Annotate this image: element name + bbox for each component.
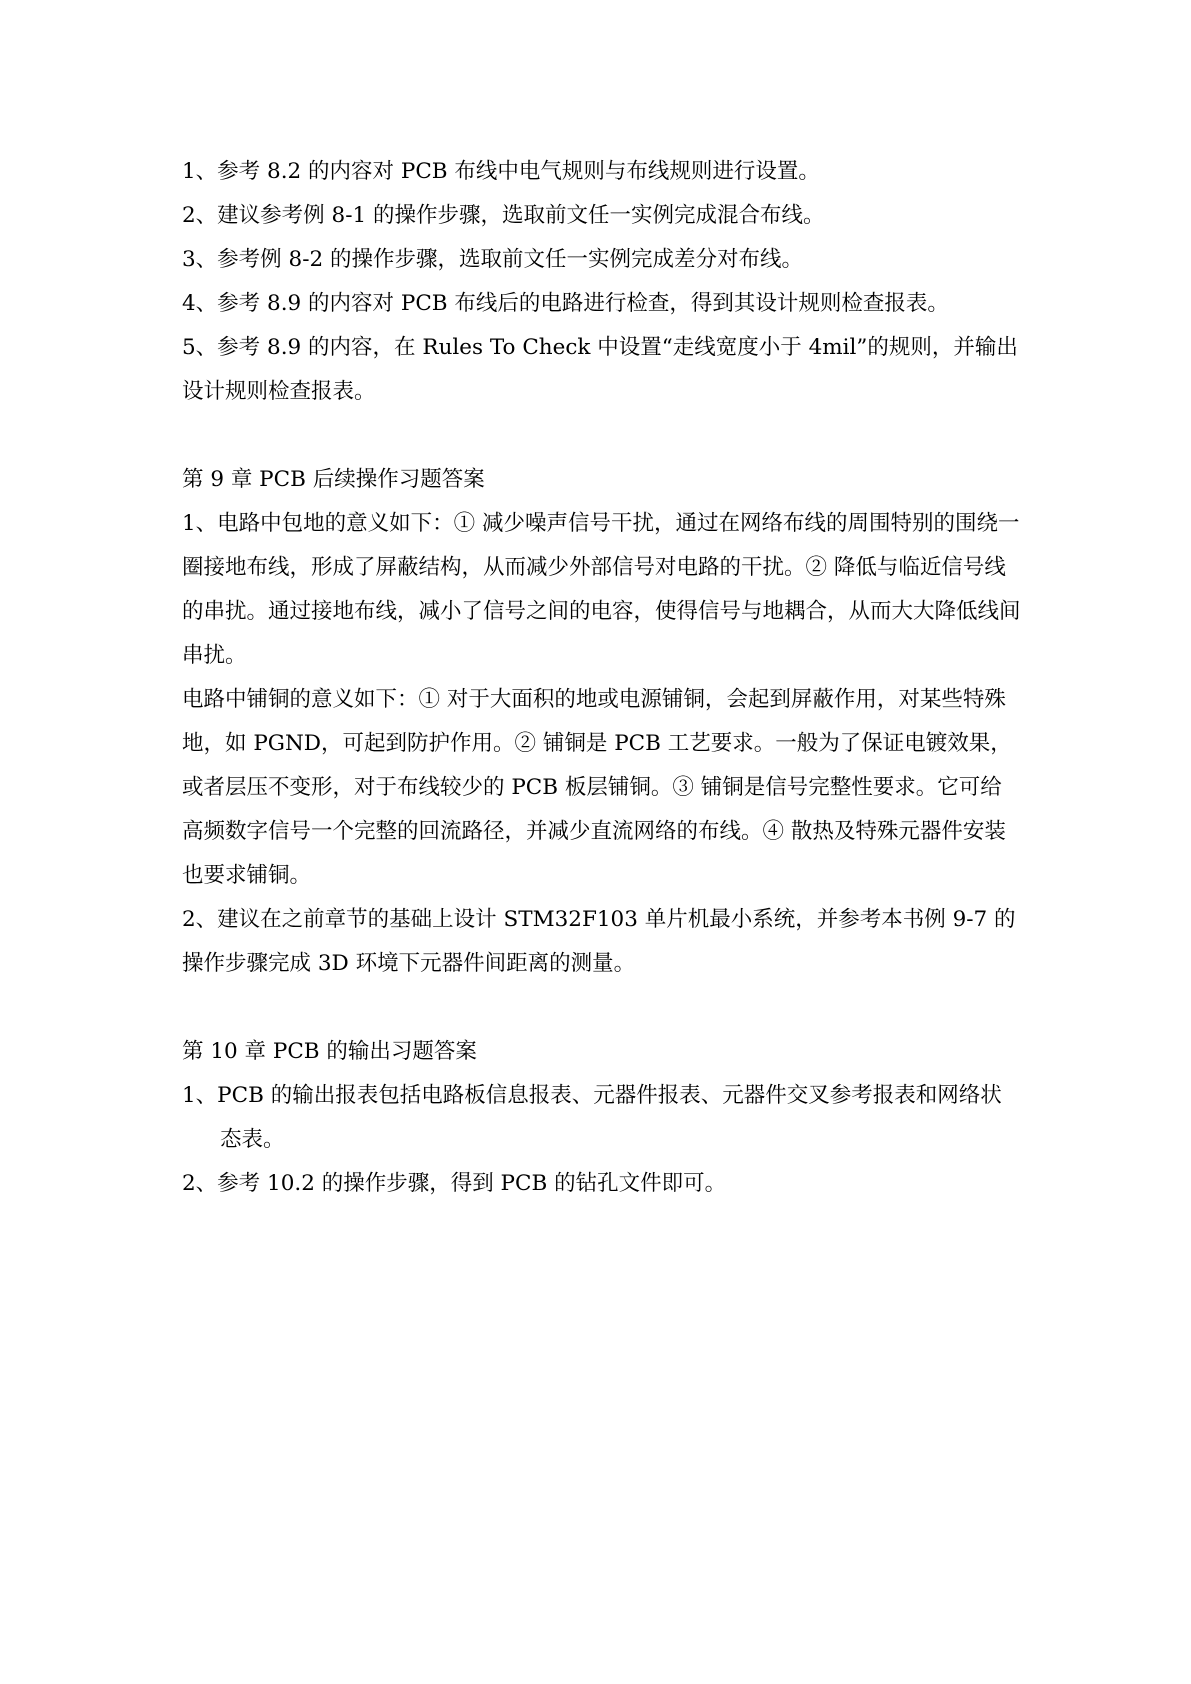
ch8-item-3: 3、参考例 8-2 的操作步骤，选取前文任一实例完成差分对布线。 <box>182 247 803 272</box>
ch8-item-4: 4、参考 8.9 的内容对 PCB 布线后的电路进行检查，得到其设计规则检查报表。 <box>182 291 949 316</box>
ch8-item-1: 1、参考 8.2 的内容对 PCB 布线中电气规则与布线规则进行设置。 <box>182 159 820 184</box>
document-body <box>182 150 1022 1206</box>
ch9-item-2: 2、建议在之前章节的基础上设计 STM32F103 单片机最小系统，并参考本书例 9-7 的操作步骤完成 3D 环境下元器件间距离的测量。 <box>182 907 1016 976</box>
ch10-heading: 第 10 章 PCB 的输出习题答案 <box>182 1039 477 1064</box>
ch8-item-5: 5、参考 8.9 的内容，在 Rules To Check 中设置“走线宽度小于 4mil”的规则，并输出设计规则检查报表。 <box>182 335 1018 404</box>
ch9-copper-paragraph: 电路中铺铜的意义如下：① 对于大面积的地或电源铺铜，会起到屏蔽作用，对某些特殊地，如 PGND，可起到防护作用。② 铺铜是 PCB 工艺要求。一般为了保证电镀效果，或者层压不变形，对于布线较少的 PCB 板层铺铜。③ 铺铜是信号完整性要求。它可给高频数字信号一个完整的回流路径，并减少直流网络的布线。④ 散热及特殊元器件安装也要求铺铜。 <box>182 687 1012 888</box>
ch9-item-1: 1、电路中包地的意义如下：① 减少噪声信号干扰，通过在网络布线的周围特别的围绕一圈接地布线，形成了屏蔽结构，从而减少外部信号对电路的干扰。② 降低与临近信号线的串扰。通过接地布线，减小了信号之间的电容，使得信号与地耦合，从而大大降低线间串扰。 <box>182 511 1021 668</box>
ch9-heading: 第 9 章 PCB 后续操作习题答案 <box>182 467 485 492</box>
ch10-item-1: 1、PCB 的输出报表包括电路板信息报表、元器件报表、元器件交叉参考报表和网络状态表。 <box>182 1083 1002 1152</box>
ch8-item-2: 2、建议参考例 8-1 的操作步骤，选取前文任一实例完成混合布线。 <box>182 203 825 228</box>
ch10-item-2: 2、参考 10.2 的操作步骤，得到 PCB 的钻孔文件即可。 <box>182 1171 727 1196</box>
